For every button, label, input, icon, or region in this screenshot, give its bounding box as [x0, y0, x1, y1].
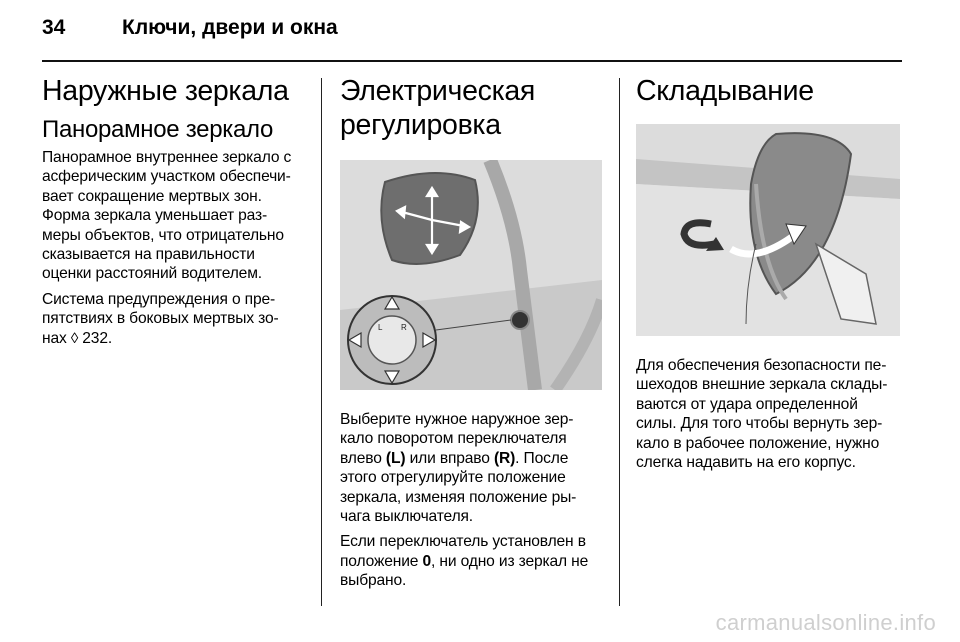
text-line: Система предупреждения о пре- — [42, 290, 276, 308]
header-rule — [42, 60, 902, 62]
heading-line: Электрическая — [340, 75, 536, 107]
text-line: вает сокращение мертвых зон. — [42, 187, 262, 205]
section-title: Ключи, двери и окна — [122, 16, 338, 39]
column-folding — [636, 72, 904, 478]
text-line: пятствиях в боковых мертвых зо- — [42, 310, 279, 328]
switch-knob-small — [511, 311, 529, 329]
text-line: нах — [42, 329, 67, 347]
mirror-switch-icon — [368, 316, 416, 364]
text-line: Для обеспечения безопасности пе- — [636, 357, 887, 374]
mirror-folding-illustration — [636, 124, 900, 336]
text-line: меры объектов, что отрицательно — [42, 226, 284, 244]
folding-text — [636, 356, 904, 472]
text-line: ваются от удара определенной — [636, 395, 858, 413]
text-line: силы. Для того чтобы вернуть зер- — [636, 415, 883, 433]
text-fragment: . После — [515, 449, 569, 467]
text-line: кало в рабочее положение, нужно — [636, 434, 880, 452]
page-reference-icon[interactable]: ◊ — [70, 329, 79, 347]
left-position-label: (L) — [385, 449, 406, 467]
text-fragment: положение — [340, 552, 423, 570]
watermark: carmanualsonline.info — [715, 610, 936, 635]
electric-adjustment-heading — [340, 74, 605, 142]
text-line: выбрано. — [340, 572, 407, 590]
column-divider-2 — [619, 78, 620, 606]
heading-line: регулировка — [340, 109, 501, 141]
page-header — [42, 16, 338, 40]
text-line: сказывается на правильности — [42, 246, 255, 264]
text-line: Выберите нужное наружное зер- — [340, 411, 574, 428]
select-mirror-text — [340, 410, 605, 526]
right-position-label: (R) — [493, 449, 516, 467]
column-electric-adjustment — [340, 72, 605, 597]
text-line: шеходов внешние зеркала склады- — [636, 376, 888, 394]
column-outside-mirrors — [42, 72, 307, 354]
switch-zero-text — [340, 532, 605, 590]
panoramic-mirror-text — [42, 148, 307, 284]
text-fragment: влево — [340, 449, 386, 467]
text-line: слегка надавить на его корпус. — [636, 454, 856, 472]
text-line: Если переключатель установлен в — [340, 533, 586, 551]
page-reference-link[interactable]: 232. — [82, 329, 113, 347]
blind-spot-text — [42, 290, 307, 348]
text-line: этого отрегулируйте положение — [340, 469, 566, 487]
text-fragment: или вправо — [405, 449, 494, 467]
switch-left-label: L — [378, 323, 383, 332]
switch-right-label: R — [401, 323, 407, 332]
text-line: асферическим участком обеспечи- — [42, 168, 291, 186]
text-fragment: , ни одно из зеркал не — [431, 552, 589, 570]
text-line: зеркала, изменяя положение ры- — [340, 488, 577, 506]
text-line: Форма зеркала уменьшает раз- — [42, 207, 268, 225]
text-line: кало поворотом переключателя — [340, 430, 567, 448]
page-number: 34 — [42, 16, 66, 39]
text-line: оценки расстояний водителем. — [42, 265, 262, 283]
mirror-adjustment-illustration — [340, 160, 602, 390]
text-line: Панорамное внутреннее зеркало с — [42, 149, 292, 166]
text-line: чага выключателя. — [340, 508, 473, 526]
column-divider-1 — [321, 78, 322, 606]
panoramic-mirror-heading: Панорамное зеркало — [42, 116, 274, 143]
zero-position-label: 0 — [422, 552, 432, 570]
folding-heading: Складывание — [636, 75, 814, 107]
page-heading: Наружные зеркала — [42, 75, 289, 107]
